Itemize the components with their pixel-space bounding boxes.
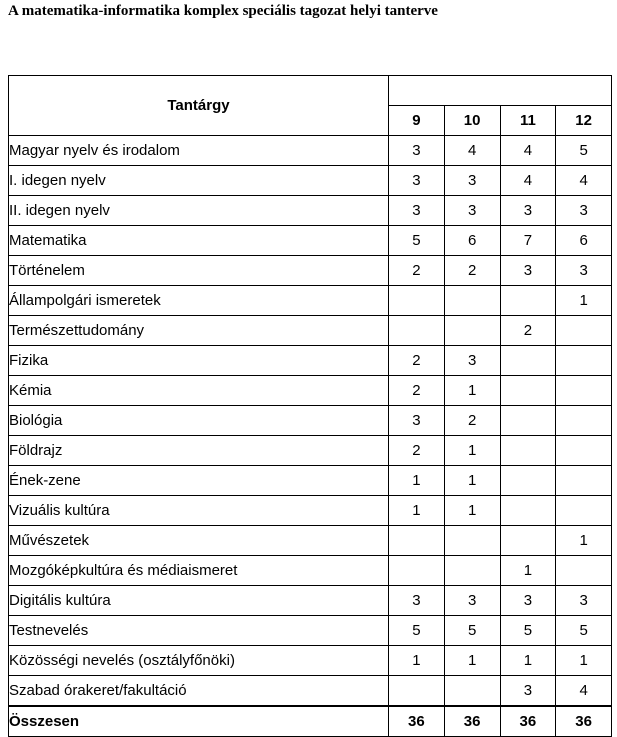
hours-cell — [556, 376, 612, 406]
hours-cell: 3 — [389, 136, 445, 166]
hours-cell — [556, 316, 612, 346]
table-row — [9, 616, 612, 646]
hours-cell: 1 — [500, 556, 556, 586]
years-group-header — [389, 76, 612, 106]
hours-cell — [389, 526, 445, 556]
table-row — [9, 256, 612, 286]
hours-cell — [500, 436, 556, 466]
hours-cell: 1 — [444, 496, 500, 526]
hours-cell: 3 — [389, 406, 445, 436]
hours-cell — [389, 556, 445, 586]
hours-cell: 5 — [500, 616, 556, 646]
subject-name: Természettudomány — [9, 316, 389, 346]
hours-cell — [444, 526, 500, 556]
hours-cell: 3 — [556, 586, 612, 616]
hours-cell: 5 — [556, 616, 612, 646]
subject-name: Művészetek — [9, 526, 389, 556]
hours-cell: 1 — [556, 286, 612, 316]
year-header: 9 — [389, 106, 445, 136]
hours-cell — [556, 556, 612, 586]
total-row — [9, 706, 612, 737]
hours-cell — [444, 316, 500, 346]
hours-cell: 4 — [556, 676, 612, 707]
hours-cell: 3 — [389, 586, 445, 616]
hours-cell — [389, 286, 445, 316]
hours-cell: 2 — [389, 256, 445, 286]
table-row — [9, 496, 612, 526]
hours-cell — [500, 376, 556, 406]
subject-name: Állampolgári ismeretek — [9, 286, 389, 316]
hours-cell: 4 — [500, 136, 556, 166]
subject-name: Digitális kultúra — [9, 586, 389, 616]
subject-name: Fizika — [9, 346, 389, 376]
hours-cell — [389, 316, 445, 346]
subject-column-header: Tantárgy — [9, 76, 389, 136]
hours-cell: 2 — [389, 436, 445, 466]
hours-cell: 1 — [556, 646, 612, 676]
table-row — [9, 676, 612, 707]
hours-cell: 3 — [500, 586, 556, 616]
hours-cell: 2 — [444, 406, 500, 436]
document-title: A matematika-informatika komplex speciális tagozat helyi tanterve — [8, 3, 438, 19]
hours-cell: 1 — [389, 646, 445, 676]
total-hours-cell: 36 — [556, 706, 612, 737]
table-row — [9, 376, 612, 406]
hours-cell — [556, 496, 612, 526]
subject-name: Vizuális kultúra — [9, 496, 389, 526]
subject-name: I. idegen nyelv — [9, 166, 389, 196]
hours-cell: 6 — [444, 226, 500, 256]
curriculum-table — [8, 75, 612, 737]
table-row — [9, 346, 612, 376]
table-row — [9, 556, 612, 586]
hours-cell — [556, 466, 612, 496]
hours-cell: 3 — [556, 256, 612, 286]
subject-name: Kémia — [9, 376, 389, 406]
hours-cell — [556, 436, 612, 466]
table-row — [9, 526, 612, 556]
hours-cell: 5 — [389, 226, 445, 256]
year-header: 12 — [556, 106, 612, 136]
table-row — [9, 316, 612, 346]
table-row — [9, 196, 612, 226]
hours-cell — [500, 526, 556, 556]
hours-cell: 3 — [444, 166, 500, 196]
hours-cell: 5 — [444, 616, 500, 646]
table-row — [9, 136, 612, 166]
hours-cell — [556, 406, 612, 436]
hours-cell — [444, 676, 500, 707]
hours-cell: 3 — [444, 346, 500, 376]
subject-name: Mozgóképkultúra és médiaismeret — [9, 556, 389, 586]
hours-cell: 4 — [444, 136, 500, 166]
hours-cell: 3 — [500, 256, 556, 286]
subject-name: II. idegen nyelv — [9, 196, 389, 226]
table-row — [9, 406, 612, 436]
subject-name: Közösségi nevelés (osztályfőnöki) — [9, 646, 389, 676]
hours-cell — [500, 346, 556, 376]
subject-name: Ének-zene — [9, 466, 389, 496]
hours-cell: 5 — [556, 136, 612, 166]
table-row — [9, 466, 612, 496]
year-header: 10 — [444, 106, 500, 136]
hours-cell — [500, 466, 556, 496]
year-header: 11 — [500, 106, 556, 136]
table-row — [9, 166, 612, 196]
hours-cell: 1 — [444, 376, 500, 406]
hours-cell: 1 — [500, 646, 556, 676]
table-header-row — [9, 76, 612, 106]
subject-name: Szabad órakeret/fakultáció — [9, 676, 389, 707]
hours-cell: 1 — [389, 466, 445, 496]
hours-cell: 1 — [556, 526, 612, 556]
hours-cell: 3 — [500, 676, 556, 707]
hours-cell: 3 — [389, 196, 445, 226]
total-hours-cell: 36 — [389, 706, 445, 737]
hours-cell — [444, 286, 500, 316]
subject-name: Magyar nyelv és irodalom — [9, 136, 389, 166]
hours-cell: 2 — [389, 376, 445, 406]
hours-cell: 4 — [500, 166, 556, 196]
hours-cell — [556, 346, 612, 376]
hours-cell: 5 — [389, 616, 445, 646]
hours-cell — [500, 286, 556, 316]
subject-name: Földrajz — [9, 436, 389, 466]
hours-cell — [389, 676, 445, 707]
hours-cell: 1 — [444, 436, 500, 466]
hours-cell: 1 — [389, 496, 445, 526]
hours-cell: 3 — [444, 586, 500, 616]
hours-cell: 3 — [556, 196, 612, 226]
total-label: Összesen — [9, 706, 389, 737]
hours-cell: 1 — [444, 466, 500, 496]
hours-cell: 7 — [500, 226, 556, 256]
subject-name: Testnevelés — [9, 616, 389, 646]
hours-cell: 4 — [556, 166, 612, 196]
hours-cell — [500, 496, 556, 526]
hours-cell: 6 — [556, 226, 612, 256]
hours-cell: 2 — [500, 316, 556, 346]
total-hours-cell: 36 — [444, 706, 500, 737]
hours-cell: 2 — [444, 256, 500, 286]
subject-name: Biológia — [9, 406, 389, 436]
hours-cell: 3 — [444, 196, 500, 226]
hours-cell: 3 — [500, 196, 556, 226]
hours-cell — [444, 556, 500, 586]
table-row — [9, 436, 612, 466]
hours-cell: 1 — [444, 646, 500, 676]
total-hours-cell: 36 — [500, 706, 556, 737]
table-row — [9, 646, 612, 676]
table-row — [9, 586, 612, 616]
hours-cell: 3 — [389, 166, 445, 196]
subject-name: Matematika — [9, 226, 389, 256]
subject-name: Történelem — [9, 256, 389, 286]
hours-cell — [500, 406, 556, 436]
table-row — [9, 286, 612, 316]
table-row — [9, 226, 612, 256]
hours-cell: 2 — [389, 346, 445, 376]
table-body — [9, 136, 612, 707]
